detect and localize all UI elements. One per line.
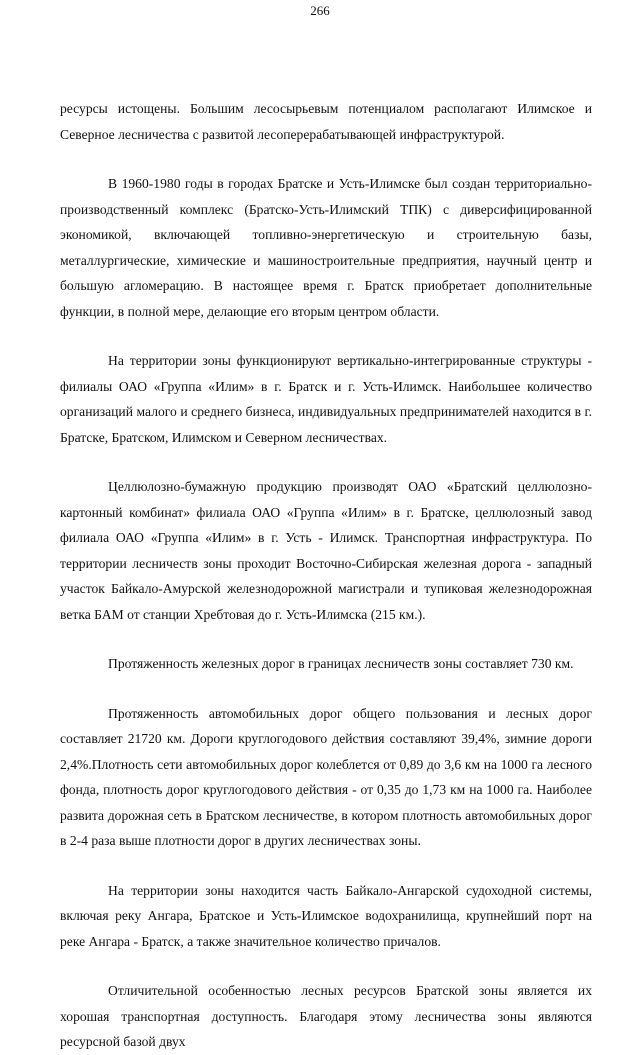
paragraph-accessibility: Отличительной особенностью лесных ресурсов Братской зоны является их хорошая транспортная доступность. Благодаря этому лесничества зоны являются ресурсной базой двух [60, 983, 592, 1049]
paragraph-waterways: На территории зоны находится часть Байкало-Ангарской судоходной системы, включая реку Ангара, Братское и Усть-Илимское водохранилища, крупнейший порт на реке Ангара - Братск, а также значительное количество причалов. [60, 882, 592, 949]
paragraph-continuation: ресурсы истощены. Большим лесосырьевым потенциалом располагают Илимское и Северное лесничества с развитой лесоперерабатывающей инфраструктурой. [60, 101, 592, 142]
document-body [60, 96, 592, 1055]
paragraph-roads: Протяженность автомобильных дорог общего пользования и лесных дорог составляет 21720 км. Дороги круглогодового действия составляют 39,4%, зимние дороги 2,4%.Плотность сети автомобильных дорог колеблется от 0,89 до 3,6 км на 1000 га лесного фонда, плотность дорог круглогодового действия - от 0,35 до 1,73 км на 1000 га. Наиболее развита дорожная сеть в Братском лесничестве, в котором плотность автомобильных дорог в 2-4 раза выше плотности дорог в других лесничествах зоны. [60, 705, 592, 848]
paragraph-tpk: В 1960-1980 годы в городах Братске и Усть-Илимске был создан территориально-производственный комплекс (Братско-Усть-Илимский ТПК) с диверсифицированной экономикой, включающей топливно-энергетическую и строительную базы, металлургические, химические и машиностроительные предприятия, научный центр и большую агломерацию. В настоящее время г. Братск приобретает дополнительные функции, в полной мере, делающие его вторым центром области. [60, 176, 592, 319]
paragraph-structures: На территории зоны функционируют вертикально-интегрированные структуры - филиалы ОАО «Группа «Илим» в г. Братск и г. Усть-Илимск. Наибольшее количество организаций малого и среднего бизнеса, индивидуальных предпринимателей находится в г. Братске, Братском, Илимском и Северном лесничествах. [60, 353, 592, 445]
page-number: 266 [310, 3, 330, 18]
paragraph-railways: Протяженность железных дорог в границах лесничеств зоны составляет 730 км. [108, 656, 574, 671]
paragraph-pulp-paper: Целлюлозно-бумажную продукцию производят ОАО «Братский целлюлозно-картонный комбинат» филиала ОАО «Группа «Илим» в г. Братске, целлюлозный завод филиала ОАО «Группа «Илим» в г. Усть - Илимск. Транспортная инфраструктура. По территории лесничеств зоны проходит Восточно-Сибирская железная дорога - западный участок Байкало-Амурской железнодорожной магистрали и тупиковая железнодорожная ветка БАМ от станции Хребтовая до г. Усть-Илимска (215 км.). [60, 479, 592, 622]
